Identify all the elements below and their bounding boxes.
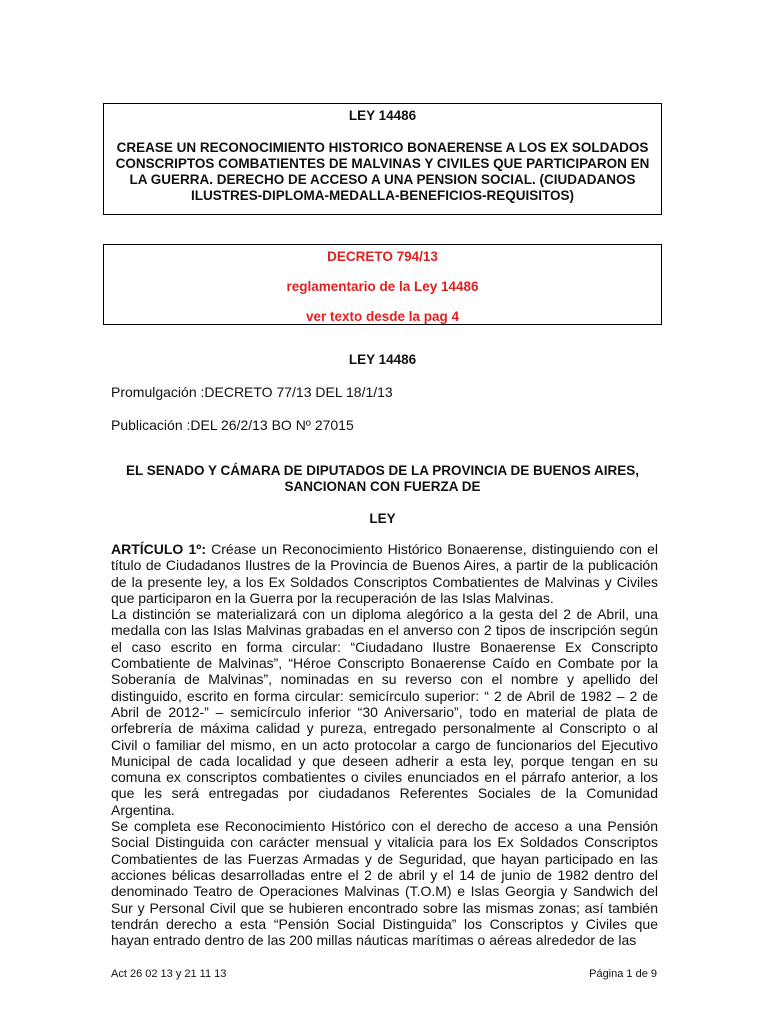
law-number: LEY 14486 [348, 108, 417, 123]
senate-line-2: SANCIONAN CON FUERZA DE [284, 479, 481, 494]
article-para-3: Se completa ese Reconocimiento Histórico con el derecho de acceso a una Pensión Social Distinguida con carácter mensual y vitalicia para los Ex Soldados Conscriptos Combatientes de las Fuerzas Armadas y de Seguridad, que hayan participado en las acciones bélicas desarrolladas entre el 2 de abril y el 14 de junio de 1982 dentro del denominado Teatro de Operaciones Malvinas (T.O.M) e Islas Georgia y Sandwich del Sur y Personal Civil que se hubieren encontrado sobre las mismas zonas; así también tendrán derecho a esta “Pensión Social Distinguida” los Conscriptos y Civiles que hayan entrado dentro de las 200 millas náuticas marítimas o aéreas alrededor de las [111, 818, 658, 949]
law-heading: LEY 14486 [348, 352, 417, 367]
promulgation-line: Promulgación :DECRETO 77/13 DEL 18/1/13 [111, 384, 393, 400]
publication-line: Publicación :DEL 26/2/13 BO Nº 27015 [111, 417, 354, 433]
decree-number: DECRETO 794/13 [327, 249, 438, 264]
decree-see-text: ver texto desde la pag 4 [305, 309, 460, 324]
article-para-2: La distinción se materializará con un diploma alegórico a la gesta del 2 de Abril, una medalla con las Islas Malvinas grabadas en el anverso con 2 tipos de inscripción según el caso escrito en forma circular: “Ciudadano Ilustre Bonaerense Ex Conscripto Combatiente de Malvinas”, “Héroe Conscripto Bonaerense Caído en Combate por la Soberanía de Malvinas”, nominadas en su reverso con el nombre y apellido del distinguido, escrito en forma circular: semicírculo superior: “ 2 de Abril de 1982 – 2 de Abril de 2012-” – semicírculo inferior “30 Aniversario”, todo en material de plata de orfebrería de máxima calidad y pureza, entregado personalmente al Conscripto o al Civil o familiar del mismo, en un acto protocolar a cargo de funcionarios del Ejecutivo Municipal de cada localidad y que deseen adherir a esta ley, porque tengan en su comuna ex conscriptos combatientes o civiles enunciados en el párrafo anterior, a los que les será entregadas por ciudadanos Referentes Sociales de la Comunidad Argentina. [111, 606, 658, 818]
decree-regulation: reglamentario de la Ley 14486 [286, 279, 479, 294]
article-para-1-text: Créase un Reconocimiento Histórico Bonaerense, distinguiendo con el título de Ciudadanos Ilustres de la Provincia de Buenos Aires, a partir de la publicación de la presente ley, a los Ex Soldados Conscriptos Combatientes de Malvinas y Civiles que participaron en la Guerra por la recuperación de las Islas Malvinas. [111, 541, 658, 606]
senate-line-1: EL SENADO Y CÁMARA DE DIPUTADOS DE LA PROVINCIA DE BUENOS AIRES, [125, 463, 640, 478]
article-label: ARTÍCULO 1º: [111, 541, 207, 557]
article-para-1 [111, 541, 658, 606]
footer-page-number: Página 1 de 9 [589, 968, 657, 980]
footer-revision: Act 26 02 13 y 21 11 13 [111, 968, 227, 980]
law-title-box [103, 103, 662, 215]
law-title: CREASE UN RECONOCIMIENTO HISTORICO BONAERENSE A LOS EX SOLDADOS CONSCRIPTOS COMBATIENTES DE MALVINAS Y CIVILES QUE PARTICIPARON EN LA GUERRA. DERECHO DE ACCESO A UNA PENSION SOCIAL. (CIUDADANOS ILUSTRES-DIPLOMA-MEDALLA-BENEFICIOS-REQUISITOS) [115, 140, 650, 203]
ley-heading: LEY [369, 511, 396, 526]
article-1 [111, 541, 658, 948]
decree-box [103, 244, 662, 325]
